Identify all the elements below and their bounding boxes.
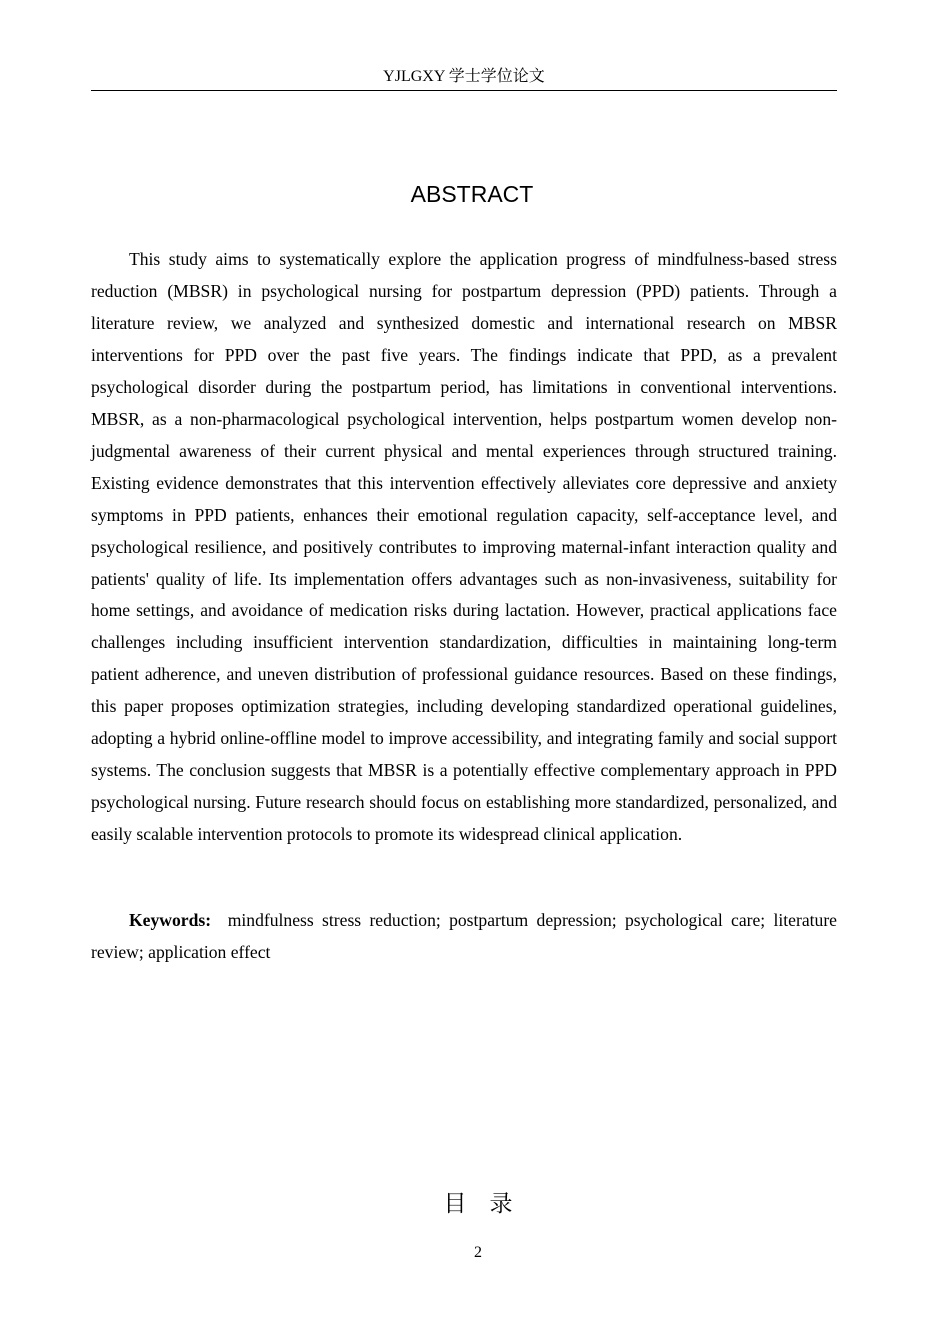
header-rule [91, 90, 837, 91]
keywords-label: Keywords: [129, 910, 212, 930]
page-number: 2 [474, 1244, 482, 1261]
table-of-contents-heading: 目 录 [443, 1191, 513, 1217]
abstract-paragraph: This study aims to systematically explore the application progress of mindfulness-based stress reduction (MBSR) in psychological nursing for postpartum depression (PPD) patients. Through a literature review, we analyzed and synthesized domestic and international research on MBSR interventions for PPD over the past five years. The findings indicate that PPD, as a prevalent psychological disorder during the postpartum period, has limitations in conventional interventions. MBSR, as a non-pharmacological psychological intervention, helps postpartum women develop non-judgmental awareness of their current physical and mental experiences through structured training. Existing evidence demonstrates that this intervention effectively alleviates core depressive and anxiety symptoms in PPD patients, enhances their emotional regulation capacity, self-acceptance level, and psychological resilience, and positively contributes to improving maternal-infant interaction quality and patients' quality of life. Its implementation offers advantages such as non-invasiveness, suitability for home settings, and avoidance of medication risks during lactation. However, practical applications face challenges including insufficient intervention standardization, difficulties in maintaining long-term patient adherence, and uneven distribution of professional guidance resources. Based on these findings, this paper proposes optimization strategies, including developing standardized operational guidelines, adopting a hybrid online-offline model to improve accessibility, and integrating family and social support systems. The conclusion suggests that MBSR is a potentially effective complementary approach in PPD psychological nursing. Future research should focus on establishing more standardized, personalized, and easily scalable intervention protocols to promote its widespread clinical application. [91, 249, 837, 845]
keywords-text: mindfulness stress reduction; postpartum depression; psychological care; literature review; application effect [91, 910, 837, 962]
running-header: YJLGXY 学士学位论文 [383, 68, 545, 85]
abstract-heading: ABSTRACT [410, 181, 534, 207]
keywords-paragraph [91, 905, 837, 969]
